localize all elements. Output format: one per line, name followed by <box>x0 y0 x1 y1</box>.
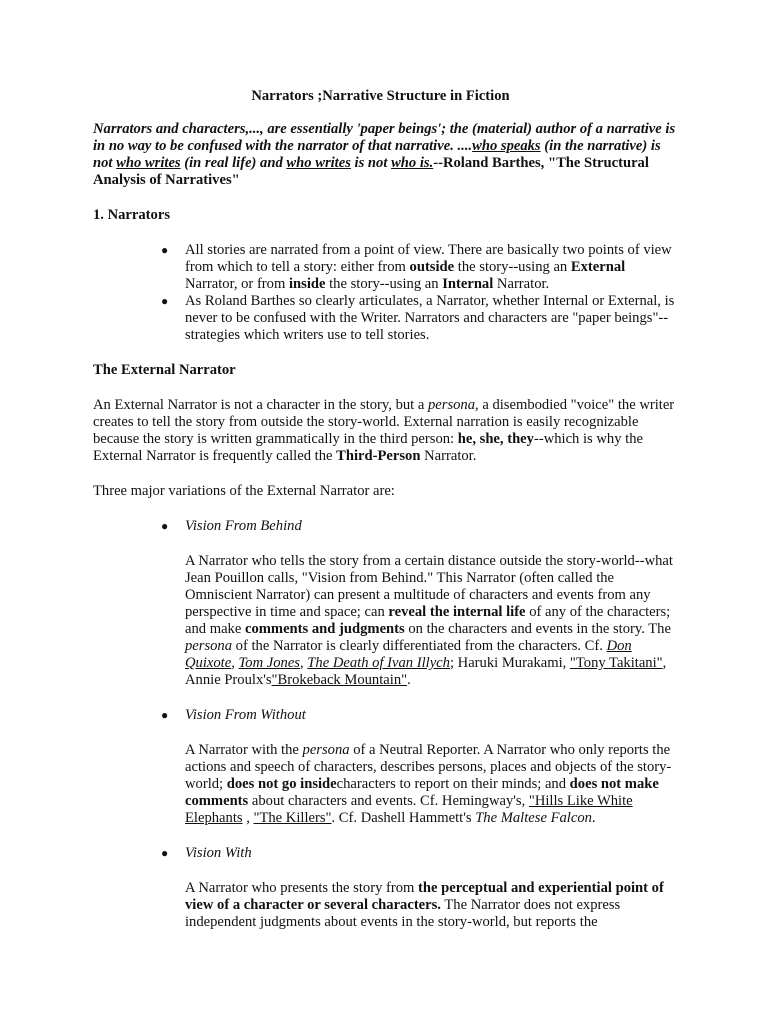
section-heading-external-narrator: The External Narrator <box>93 362 236 378</box>
epigraph-underline: who is. <box>391 155 434 171</box>
variation-paragraph-vision-from-without <box>93 742 678 827</box>
text: of a Neutral Reporter. A Narrator who only reports the actions and speech of characters, describes persons, places and objects of the story-world; <box>185 742 672 792</box>
link-tony-takitani[interactable]: "Tony Takitani" <box>569 655 663 671</box>
italic-text: persona <box>185 638 233 654</box>
link-death-of-ivan-illych[interactable]: The Death of Ivan Illych <box>307 655 450 671</box>
epigraph-underline: who writes <box>116 155 181 171</box>
text: , <box>242 810 254 826</box>
list-item <box>93 242 678 293</box>
document-title: Narrators ;Narrative Structure in Fiction <box>251 88 510 104</box>
variation-label: Vision From Behind <box>185 518 302 534</box>
text: . Cf. Dashell Hammett's <box>331 810 476 826</box>
variation-paragraph-vision-from-behind <box>93 553 678 689</box>
text: Narrator. <box>493 276 550 292</box>
bullet-icon: ● <box>161 294 169 308</box>
bold-text: External <box>570 259 626 275</box>
bold-text: does not make comments <box>185 776 659 809</box>
variation-label-vision-with <box>93 845 678 862</box>
external-narrator-paragraph <box>93 397 678 465</box>
text: , <box>300 655 308 671</box>
text: An External Narrator is not a character in the story, but a <box>93 397 428 413</box>
italic-text: The Maltese Falcon <box>475 810 592 826</box>
narrators-bullet-list <box>93 242 678 344</box>
epigraph <box>93 121 678 189</box>
bold-text: does not go inside <box>226 776 337 792</box>
bold-text: outside <box>409 259 455 275</box>
bold-text: the perceptual and experiential point of view of a character or several characters. <box>185 880 664 913</box>
text: As Roland Barthes so clearly articulates, a Narrator, whether Internal or External, is never to be confused with the Writer. Narrators and characters are "paper beings"--strategies which writers use to tell stories. <box>185 293 675 343</box>
link-hills-like-white-elephants[interactable]: "Hills Like White Elephants <box>185 793 633 826</box>
text: ; Haruki Murakami, <box>449 655 570 671</box>
bold-text: he, she, they <box>457 431 534 447</box>
bold-text: inside <box>288 276 326 292</box>
text: the story--using an <box>325 276 443 292</box>
italic-text: persona <box>428 397 476 413</box>
epigraph-text: Narrators and characters,..., are essentially 'paper beings'; the (material) author of a narrative is in no way to be confused with the narrator of that narrative. .... <box>93 121 676 154</box>
variation-label-vision-from-without <box>93 707 678 724</box>
bold-text: reveal the internal life <box>388 604 526 620</box>
epigraph-text: (in real life) and <box>180 155 287 171</box>
text: on the characters and events in the story. The <box>404 621 671 637</box>
text: , Annie Proulx's <box>185 655 667 688</box>
list-item <box>93 293 678 344</box>
epigraph-attribution: --Roland Barthes, "The Structural Analysis of Narratives" <box>93 155 649 188</box>
epigraph-text: is not <box>350 155 392 171</box>
text: . <box>591 810 596 826</box>
link-the-killers[interactable]: "The Killers" <box>253 810 332 826</box>
variations-intro: Three major variations of the External Narrator are: <box>93 483 395 499</box>
text: Narrator. <box>420 448 477 464</box>
text: A Narrator who tells the story from a certain distance outside the story-world--what Jean Pouillon calls, "Vision from Behind." This Narrator (often called the Omniscient Narrator) can present a multitude of characters and events from any perspective in time and space; can <box>185 553 673 620</box>
text: , a disembodied "voice" the writer creates to tell the story from outside the story-world. External narration is easily recognizable because the story is written grammatically in the third person: <box>93 397 675 447</box>
variation-label: Vision From Without <box>185 707 306 723</box>
text: of any of the characters; and make <box>185 604 671 637</box>
text: A Narrator who presents the story from <box>185 880 419 896</box>
link-brokeback-mountain[interactable]: "Brokeback Mountain" <box>271 672 408 688</box>
epigraph-text: (in the narrative) is not <box>93 138 661 171</box>
text: , <box>231 655 239 671</box>
section-heading-narrators: 1. Narrators <box>93 207 170 223</box>
text: The Narrator does not express independent judgments about events in the story-world, but reports the <box>185 897 621 930</box>
text: the story--using an <box>454 259 571 275</box>
italic-text: persona <box>302 742 350 758</box>
bullet-icon: ● <box>161 846 169 860</box>
text: All stories are narrated from a point of view. There are basically two points of view from which to tell a story: either from <box>185 242 672 275</box>
text: Narrator, or from <box>185 276 289 292</box>
link-tom-jones[interactable]: Tom Jones <box>238 655 300 671</box>
bold-text: comments and judgments <box>244 621 405 637</box>
variation-label: Vision With <box>185 845 252 861</box>
variation-label-vision-from-behind <box>93 518 678 535</box>
link-don-quixote[interactable]: Don Quixote <box>185 638 632 671</box>
text: about characters and events. Cf. Hemingway's, <box>248 793 529 809</box>
bold-text: Third-Person <box>336 448 421 464</box>
text: characters to report on their minds; and <box>336 776 570 792</box>
epigraph-underline: who speaks <box>472 138 541 154</box>
bullet-icon: ● <box>161 519 169 533</box>
text: of the Narrator is clearly differentiated from the characters. Cf. <box>232 638 607 654</box>
text: A Narrator with the <box>185 742 303 758</box>
bullet-icon: ● <box>161 243 169 257</box>
text: . <box>407 672 411 688</box>
bullet-icon: ● <box>161 708 169 722</box>
bold-text: Internal <box>442 276 494 292</box>
text: --which is why the External Narrator is frequently called the <box>93 431 643 464</box>
epigraph-underline: who writes <box>286 155 351 171</box>
variation-paragraph-vision-with <box>93 880 678 931</box>
document-page <box>93 88 678 949</box>
